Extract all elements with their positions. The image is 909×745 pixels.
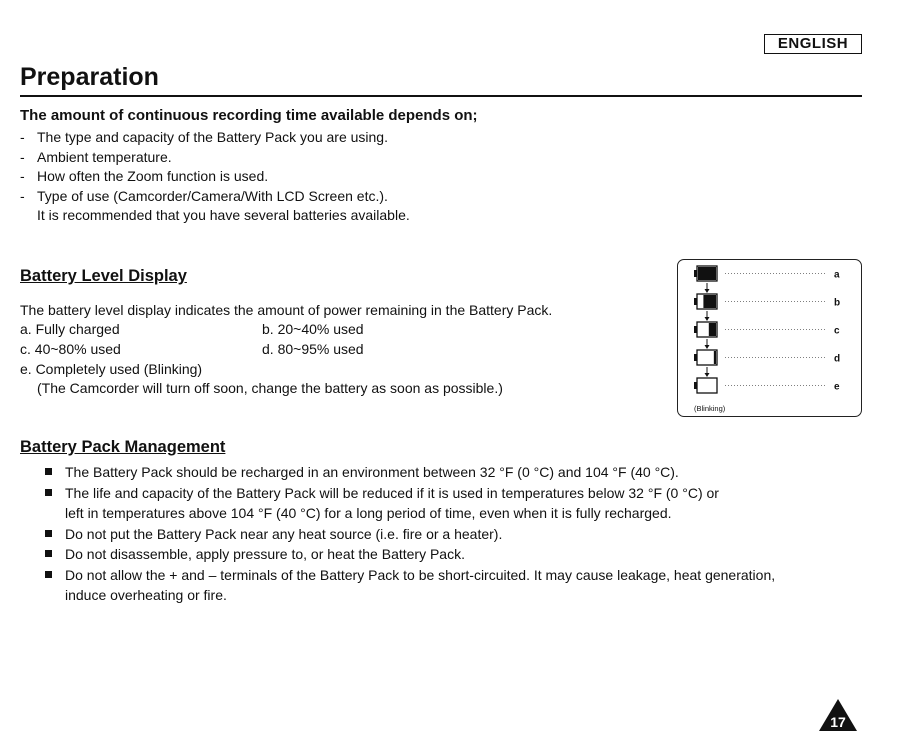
level-a-text: a. Fully charged [20,321,120,337]
list-item: Do not put the Battery Pack near any heat source (i.e. fire or a heater). [45,524,875,545]
intro-note: It is recommended that you have several batteries available. [37,207,410,223]
intro-list [20,128,388,206]
battery-fill [698,267,716,280]
battery-level-diagram-svg [678,260,861,416]
arrow-down-head [705,373,710,377]
level-c-text: c. 40~80% used [20,341,121,357]
level-e-text: e. Completely used (Blinking) [20,361,203,377]
bullet-icon [45,571,52,578]
bullet-icon [45,550,52,557]
management-list [45,462,875,606]
page-number-badge [818,698,858,732]
arrow-down-head [705,317,710,321]
language-label: ENGLISH [764,34,862,54]
battery-fill [709,323,716,336]
list-item: - Type of use (Camcorder/Camera/With LCD Screen etc.). [20,187,388,204]
list-item: The Battery Pack should be recharged in an environment between 32 °F (0 °C) and 104 °F (40 °C). [45,462,875,483]
battery-level-heading: Battery Level Display [20,267,187,285]
list-item: - The type and capacity of the Battery Pack you are using. [20,129,388,145]
level-letter: d [834,353,841,365]
battery-level-note: (The Camcorder will turn off soon, change the battery as soon as possible.) [37,380,503,396]
battery-level-diagram [677,259,862,417]
arrow-down-head [705,345,710,349]
battery-fill [703,295,716,308]
battery-icon [697,378,717,393]
level-letter: b [834,297,841,309]
bullet-icon [45,530,52,537]
list-item: - How often the Zoom function is used. [20,168,269,184]
level-letter: e [834,381,840,393]
battery-management-heading: Battery Pack Management [20,438,226,456]
level-b-text: b. 20~40% used [262,321,364,337]
battery-fill [714,351,716,364]
bullet-icon [45,468,52,475]
page-number: 17 [830,714,846,730]
list-item: - Ambient temperature. [20,148,172,165]
page-title: Preparation [20,63,159,91]
bullet-icon [45,489,52,496]
list-item: The life and capacity of the Battery Pack will be reduced if it is used in temperatures below 32 °F (0 °C) or left in temperatures above 104 °F (40 °C) for a long period of time, even when it is fully recharged. [45,483,875,524]
intro-heading: The amount of continuous recording time available depends on; [20,107,478,124]
battery-level-description: The battery level display indicates the amount of power remaining in the Battery Pack. [20,302,553,318]
title-divider [20,95,862,97]
arrow-down-head [705,289,710,293]
list-item: Do not disassemble, apply pressure to, or heat the Battery Pack. [45,544,875,565]
level-letter: a [834,269,840,281]
diagram-blinking-label: (Blinking) [694,404,726,413]
level-d-text: d. 80~95% used [262,341,364,357]
level-letter: c [834,325,840,337]
list-item: Do not allow the + and – terminals of the Battery Pack to be short-circuited. It may cause leakage, heat generation, induce overheating or fire. [45,565,875,606]
